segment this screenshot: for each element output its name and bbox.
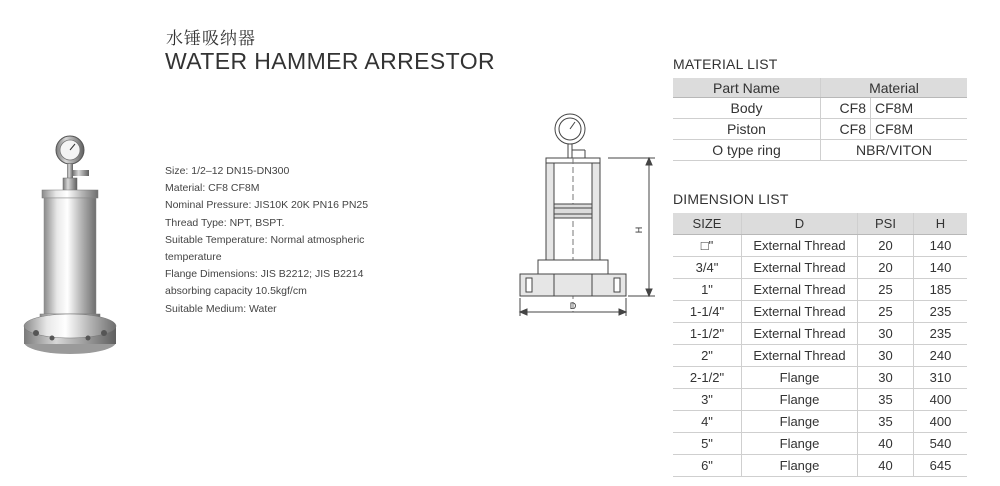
col-header-size: SIZE: [673, 213, 742, 235]
size-cell: 1": [673, 279, 742, 301]
d-cell: External Thread: [742, 323, 858, 345]
material-list-title: MATERIAL LIST: [673, 56, 778, 72]
table-row: [673, 323, 967, 345]
spec-line: Suitable Medium: Water: [165, 302, 277, 315]
material-cell: CF8: [821, 98, 871, 119]
d-cell: External Thread: [742, 257, 858, 279]
material-cell: NBR/VITON: [821, 140, 968, 161]
psi-cell: 35: [858, 411, 914, 433]
h-cell: 235: [914, 323, 968, 345]
h-dimension-label: H: [634, 226, 644, 234]
d-cell: Flange: [742, 433, 858, 455]
h-cell: 400: [914, 389, 968, 411]
table-row: [673, 389, 967, 411]
table-row: [673, 257, 967, 279]
size-cell: 2": [673, 345, 742, 367]
h-cell: 140: [914, 257, 968, 279]
col-header-psi: PSI: [858, 213, 914, 235]
psi-cell: 20: [858, 257, 914, 279]
d-cell: Flange: [742, 411, 858, 433]
h-cell: 140: [914, 235, 968, 257]
h-cell: 235: [914, 301, 968, 323]
col-header-h: H: [914, 213, 968, 235]
h-cell: 240: [914, 345, 968, 367]
d-dimension-label: D: [569, 301, 577, 311]
spec-line: Size: 1/2–12 DN15-DN300: [165, 165, 290, 177]
spec-line: Suitable Temperature: Normal atmospheric: [165, 233, 365, 246]
part-name-cell: Body: [673, 98, 821, 119]
psi-cell: 30: [858, 345, 914, 367]
table-row: [673, 140, 967, 161]
page-title-chinese: 水锤吸纳器: [166, 29, 256, 48]
material-cell: CF8M: [871, 119, 968, 140]
d-cell: External Thread: [742, 279, 858, 301]
page-title: WATER HAMMER ARRESTOR: [165, 48, 495, 74]
psi-cell: 30: [858, 323, 914, 345]
table-row: [673, 411, 967, 433]
table-row: [673, 433, 967, 455]
h-cell: 185: [914, 279, 968, 301]
h-cell: 645: [914, 455, 968, 477]
material-cell: CF8: [821, 119, 871, 140]
table-row: [673, 98, 967, 119]
psi-cell: 25: [858, 279, 914, 301]
table-row: [673, 235, 967, 257]
part-name-cell: Piston: [673, 119, 821, 140]
size-cell: 4": [673, 411, 742, 433]
d-cell: Flange: [742, 455, 858, 477]
table-row: [673, 455, 967, 477]
col-header-part-name: Part Name: [673, 78, 821, 98]
table-row: [673, 367, 967, 389]
psi-cell: 40: [858, 455, 914, 477]
spec-line: Nominal Pressure: JIS10K 20K PN16 PN25: [165, 199, 369, 212]
part-name-cell: O type ring: [673, 140, 821, 161]
spec-line: Thread Type: NPT, BSPT.: [165, 216, 285, 229]
spec-line: temperature: [165, 251, 222, 264]
d-cell: Flange: [742, 367, 858, 389]
size-cell: 3": [673, 389, 742, 411]
technical-drawing: [513, 112, 663, 320]
psi-cell: 40: [858, 433, 914, 455]
psi-cell: 25: [858, 301, 914, 323]
psi-cell: 35: [858, 389, 914, 411]
d-cell: External Thread: [742, 301, 858, 323]
spec-list: [165, 163, 405, 318]
spec-line: Material: CF8 CF8M: [165, 182, 260, 195]
size-cell: 2-1/2": [673, 367, 742, 389]
h-cell: 540: [914, 433, 968, 455]
table-row: [673, 279, 967, 301]
spec-line: absorbing capacity 10.5kgf/cm: [165, 285, 307, 298]
material-table: [673, 78, 967, 161]
dimension-list-title: DIMENSION LIST: [673, 191, 789, 207]
col-header-d: D: [742, 213, 858, 235]
spec-line: Flange Dimensions: JIS B2212; JIS B2214: [165, 268, 364, 281]
product-photo: [22, 128, 134, 374]
d-cell: External Thread: [742, 235, 858, 257]
h-cell: 310: [914, 367, 968, 389]
col-header-material: Material: [821, 78, 968, 98]
dimension-table: [673, 213, 967, 477]
psi-cell: 20: [858, 235, 914, 257]
psi-cell: 30: [858, 367, 914, 389]
size-cell: 6": [673, 455, 742, 477]
size-cell: 1-1/4": [673, 301, 742, 323]
size-cell: 1-1/2": [673, 323, 742, 345]
table-row: [673, 345, 967, 367]
table-row: [673, 119, 967, 140]
d-cell: External Thread: [742, 345, 858, 367]
size-cell: □": [673, 235, 742, 257]
size-cell: 3/4": [673, 257, 742, 279]
h-cell: 400: [914, 411, 968, 433]
material-cell: CF8M: [871, 98, 968, 119]
table-row: [673, 301, 967, 323]
size-cell: 5": [673, 433, 742, 455]
d-cell: Flange: [742, 389, 858, 411]
